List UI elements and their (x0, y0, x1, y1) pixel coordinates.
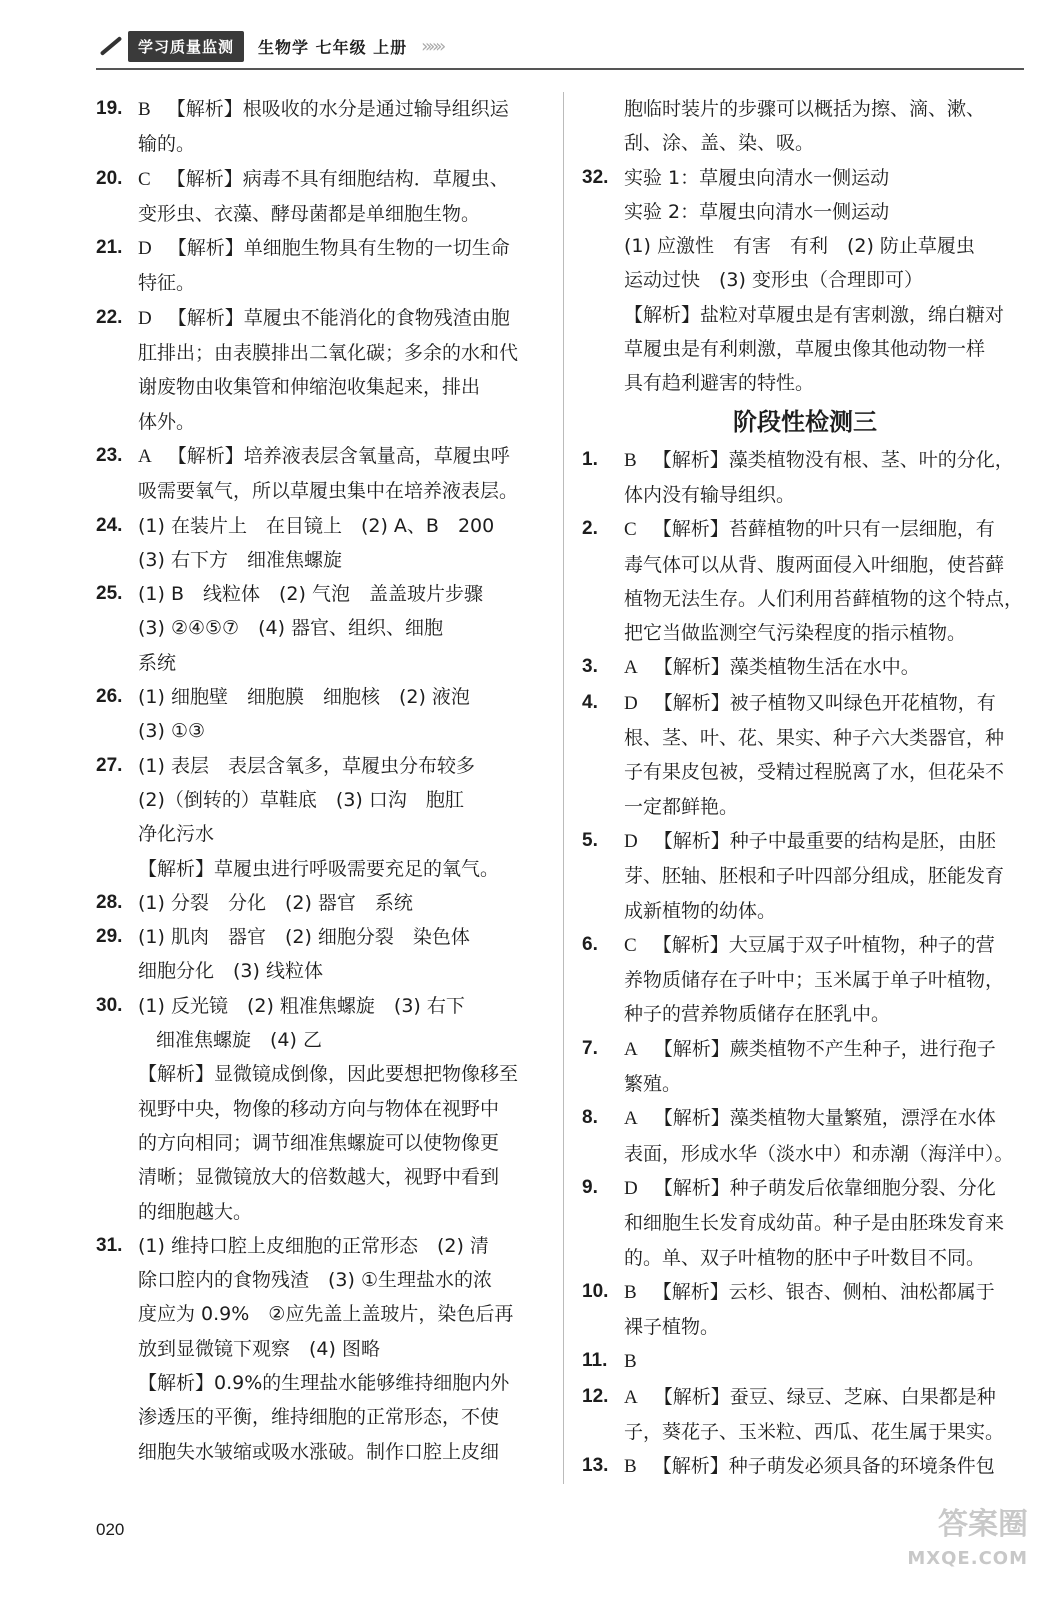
answer-item (96, 989, 544, 1023)
answer-text: 【解析】苔藓植物的叶只有一层细胞，有 (652, 518, 995, 541)
answer-choice: B (624, 1351, 637, 1373)
answer-item (96, 577, 544, 611)
continuation-line: 成新植物的幼体。 (624, 899, 777, 922)
question-number: 26. (96, 686, 123, 708)
continuation-line: 谢废物由收集管和伸缩泡收集起来，排出 (138, 376, 481, 399)
answer-item (582, 161, 1028, 195)
answer-text: 【解析】病毒不具有细胞结构．草履虫、 (166, 167, 509, 190)
continuation-line: 肛排出；由表膜排出二氧化碳；多余的水和代 (138, 342, 519, 365)
continuation-line: 度应为 0.9% ②应先盖上盖玻片，染色后再 (138, 1303, 514, 1326)
answer-text: 【解析】蚕豆、绿豆、芝麻、白果都是种 (653, 1385, 996, 1408)
continuation-line: 的方向相同；调节细准焦螺旋可以使物像更 (138, 1131, 500, 1154)
question-number: 21. (96, 237, 123, 259)
continuation-line: 细胞失水皱缩或吸水涨破。制作口腔上皮细 (138, 1440, 500, 1463)
answer-item (96, 509, 544, 543)
answer-text: 【解析】被子植物又叫绿色开花植物，有 (653, 691, 996, 714)
continuation-line: 变形虫、衣藻、酵母菌都是单细胞生物。 (138, 202, 481, 225)
question-number: 25. (96, 583, 123, 605)
answer-item (582, 928, 1028, 963)
answer-body (624, 686, 1028, 721)
page-number: 020 (96, 1520, 125, 1539)
continuation-line: (3) ①③ (138, 720, 206, 743)
question-number: 19. (96, 98, 123, 119)
answer-item (96, 301, 544, 336)
continuation-line: 胞临时装片的步骤可以概括为擦、滴、漱、 (624, 98, 986, 120)
continuation-line: 毒气体可以从背、腹两面侵入叶细胞，使苔藓 (624, 553, 1005, 576)
answer-choice: C (138, 168, 151, 190)
answer-item (96, 920, 544, 954)
question-number: 9. (582, 1176, 598, 1198)
section-title: 阶段性检测三 (733, 407, 877, 436)
continuation-line: 种子的营养物质储存在胚乳中。 (624, 1003, 891, 1026)
left-column (96, 92, 544, 1469)
continuation-line: 体内没有输导组织。 (624, 483, 796, 506)
continuation-line: (1) 应激性 有害 有利 (2) 防止草履虫 (624, 235, 975, 258)
question-number: 29. (96, 926, 123, 948)
answer-body (624, 1032, 1028, 1067)
answer-body (624, 1344, 1028, 1379)
question-number: 13. (582, 1455, 609, 1477)
answer-item (582, 650, 1028, 685)
continuation-line: 繁殖。 (624, 1073, 682, 1096)
answer-choice: C (624, 934, 637, 956)
answer-choice: A (624, 1386, 638, 1408)
continuation-line: 渗透压的平衡，维持细胞的正常形态，不使 (138, 1406, 500, 1429)
answer-item (582, 1032, 1028, 1067)
answer-choice: B (624, 1281, 637, 1303)
answer-body (624, 443, 1028, 478)
answer-item (582, 1101, 1028, 1136)
answer-item (582, 443, 1028, 478)
continuation-line: 特征。 (138, 272, 196, 295)
answer-body (138, 577, 544, 611)
answer-choice: A (624, 1038, 638, 1060)
question-number: 28. (96, 891, 123, 913)
answer-choice: D (624, 830, 638, 852)
answer-text: 实验 1：草履虫向清水一侧运动 (624, 166, 890, 189)
answer-text: (1) 在装片上 在目镜上 (2) A、B 200 (138, 514, 495, 537)
answer-body (138, 162, 544, 197)
answer-item (582, 1449, 1028, 1484)
answer-body (138, 509, 544, 543)
answer-choice: D (138, 238, 152, 260)
answer-text: 【解析】根吸收的水分是通过输导组织运 (166, 98, 509, 120)
continuation-line: 运动过快 (3) 变形虫（合理即可） (624, 269, 923, 292)
continuation-line: 子有果皮包被，受精过程脱离了水，但花朵不 (624, 761, 1005, 784)
answer-text: 【解析】种子中最重要的结构是胚，由胚 (653, 829, 996, 852)
question-number: 4. (582, 691, 598, 713)
question-number: 32. (582, 166, 609, 188)
continuation-line: 放到显微镜下观察 (4) 图略 (138, 1337, 380, 1360)
question-number: 27. (96, 754, 123, 776)
answer-item (582, 686, 1028, 721)
answer-text: (1) 反光镜 (2) 粗准焦螺旋 (3) 右下 (138, 994, 465, 1017)
answer-body (138, 680, 544, 714)
continuation-line: 细胞分化 (3) 线粒体 (138, 960, 323, 983)
question-number: 23. (96, 444, 123, 466)
continuation-line: 根、茎、叶、花、果实、种子六大类器官，种 (624, 727, 1005, 750)
continuation-line: 芽、胚轴、胚根和子叶四部分组成，胚能发育 (624, 865, 1005, 888)
answer-body (624, 928, 1028, 963)
question-number: 31. (96, 1234, 123, 1256)
answer-text: 【解析】大豆属于双子叶植物，种子的营 (652, 933, 995, 956)
header-rule (96, 68, 1024, 70)
continuation-line: (3) ②④⑤⑦ (4) 器官、组织、细胞 (138, 617, 444, 640)
answer-item (96, 231, 544, 266)
column-divider (563, 92, 564, 1484)
continuation-line: (2)（倒转的）草鞋底 (3) 口沟 胞肛 (138, 788, 464, 811)
answer-text: 【解析】种子萌发必须具备的环境条件包 (652, 1455, 995, 1478)
answer-body (138, 231, 544, 266)
continuation-line: 养物质储存在子叶中；玉米属于单子叶植物， (624, 969, 1005, 992)
answer-choice: D (624, 1177, 638, 1199)
answer-body (624, 1449, 1028, 1484)
answer-text: (1) 维持口腔上皮细胞的正常形态 (2) 清 (138, 1234, 489, 1257)
answer-text: (1) 细胞壁 细胞膜 细胞核 (2) 液泡 (138, 686, 470, 709)
question-number: 5. (582, 829, 598, 851)
answer-text: 【解析】种子萌发后依靠细胞分裂、分化 (653, 1176, 996, 1199)
continuation-line: 【解析】盐粒对草履虫是有害刺激，绵白糖对 (624, 303, 1005, 326)
answer-item (96, 92, 544, 127)
answer-item (96, 1229, 544, 1263)
answer-body (138, 749, 544, 783)
answer-choice: B (138, 99, 151, 120)
answer-body (624, 1101, 1028, 1136)
continuation-line: 具有趋利避害的特性。 (624, 372, 815, 395)
answer-item (96, 162, 544, 197)
continuation-line: 把它当做监测空气污染程度的指示植物。 (624, 622, 967, 645)
answer-text: (1) 肌肉 器官 (2) 细胞分裂 染色体 (138, 926, 470, 949)
answer-text: (1) 分裂 分化 (2) 器官 系统 (138, 891, 413, 914)
continuation-line: 和细胞生长发育成幼苗。种子是由胚珠发育来 (624, 1212, 1005, 1235)
continuation-line: 体外。 (138, 410, 196, 433)
answer-item (96, 749, 544, 783)
answer-body (624, 824, 1028, 859)
answer-choice: B (624, 449, 637, 471)
pen-icon (96, 33, 122, 59)
answer-text: (1) B 线粒体 (2) 气泡 盖盖玻片步骤 (138, 583, 483, 606)
answer-body (138, 301, 544, 336)
answer-text: 【解析】藻类植物没有根、茎、叶的分化， (652, 448, 1014, 471)
continuation-line: 草履虫是有利刺激，草履虫像其他动物一样 (624, 338, 986, 361)
answer-item (96, 439, 544, 474)
answer-body (624, 650, 1028, 685)
answer-body (138, 920, 544, 954)
question-number: 7. (582, 1037, 598, 1059)
watermark-bottom: MXQE.COM (907, 1548, 1028, 1569)
answer-body (138, 92, 544, 127)
answer-body (624, 1275, 1028, 1310)
answer-item (582, 824, 1028, 859)
question-number: 1. (582, 448, 598, 470)
answer-choice: A (138, 445, 152, 467)
answer-body (624, 512, 1028, 547)
continuation-line: 表面，形成水华（淡水中）和赤潮（海洋中）。 (624, 1142, 1014, 1165)
answer-body (624, 1171, 1028, 1206)
answer-choice: B (624, 1456, 637, 1478)
answer-body (624, 1380, 1028, 1415)
chevron-decoration-icon: »»» (421, 35, 443, 57)
answer-body (138, 1229, 544, 1263)
subject-label: 生物学 七年级 上册 (258, 37, 408, 57)
series-tag: 学习质量监测 (128, 31, 244, 62)
question-number: 11. (582, 1350, 608, 1372)
question-number: 2. (582, 518, 598, 540)
answer-item (96, 886, 544, 920)
question-number: 10. (582, 1280, 609, 1302)
answer-choice: A (624, 1108, 638, 1130)
answer-choice: C (624, 519, 637, 541)
answer-choice: D (138, 307, 152, 329)
continuation-line: 细准焦螺旋 (4) 乙 (156, 1029, 322, 1052)
continuation-line: 【解析】草履虫进行呼吸需要充足的氧气。 (138, 857, 500, 880)
continuation-line: 一定都鲜艳。 (624, 795, 739, 818)
answer-item (582, 1171, 1028, 1206)
continuation-line: 的。单、双子叶植物的胚中子叶数目不同。 (624, 1246, 986, 1269)
question-number: 3. (582, 656, 598, 678)
answer-body (138, 439, 544, 474)
continuation-line: 的细胞越大。 (138, 1200, 253, 1223)
continuation-line: 植物无法生存。人们利用苔藓植物的这个特点， (624, 587, 1024, 610)
question-number: 12. (582, 1385, 609, 1407)
continuation-line: 输的。 (138, 133, 196, 156)
continuation-line: 除口腔内的食物残渣 (3) ①生理盐水的浓 (138, 1269, 492, 1292)
answer-item (96, 680, 544, 714)
continuation-line: 视野中央，物像的移动方向与物体在视野中 (138, 1097, 500, 1120)
answer-body (138, 989, 544, 1023)
answer-text: 【解析】培养液表层含氧量高，草履虫呼 (167, 444, 510, 467)
answer-item (582, 1380, 1028, 1415)
question-number: 24. (96, 514, 123, 536)
continuation-line: 系统 (138, 651, 177, 674)
answer-text: (1) 表层 表层含氧多，草履虫分布较多 (138, 754, 475, 777)
answer-item (582, 512, 1028, 547)
answer-choice: D (624, 692, 638, 714)
question-number: 20. (96, 167, 123, 189)
question-number: 8. (582, 1107, 598, 1129)
answer-text: 【解析】云杉、银杏、侧柏、油松都属于 (652, 1280, 995, 1303)
question-number: 6. (582, 933, 598, 955)
continuation-line: 裸子植物。 (624, 1316, 720, 1339)
page-header (96, 28, 442, 64)
answer-text: 【解析】藻类植物大量繁殖，漂浮在水体 (653, 1107, 996, 1130)
watermark-top: 答案圈 (938, 1507, 1028, 1542)
continuation-line: 【解析】0.9%的生理盐水能够维持细胞内外 (138, 1371, 510, 1394)
continuation-line: 实验 2：草履虫向清水一侧运动 (624, 200, 890, 223)
watermark-logo (907, 1508, 1028, 1576)
answer-text: 【解析】藻类植物生活在水中。 (653, 656, 920, 679)
continuation-line: 净化污水 (138, 823, 215, 846)
continuation-line: 【解析】显微镜成倒像，因此要想把物像移至 (138, 1063, 519, 1086)
answer-body (624, 161, 1028, 195)
continuation-line: 吸需要氧气，所以草履虫集中在培养液表层。 (138, 480, 519, 503)
question-number: 30. (96, 994, 123, 1016)
continuation-line: 刮、涂、盖、染、吸。 (624, 132, 815, 155)
answer-choice: A (624, 657, 638, 679)
continuation-line: (3) 右下方 细准焦螺旋 (138, 548, 342, 571)
answer-text: 【解析】蕨类植物不产生种子，进行孢子 (653, 1037, 996, 1060)
question-number: 22. (96, 306, 123, 328)
continuation-line: 子，葵花子、玉米粒、西瓜、花生属于果实。 (624, 1420, 1005, 1443)
answer-text: 【解析】草履虫不能消化的食物残渣由胞 (167, 306, 510, 329)
answer-body (138, 886, 544, 920)
answer-item (582, 1344, 1028, 1379)
right-column (582, 92, 1028, 1485)
continuation-line: 清晰；显微镜放大的倍数越大，视野中看到 (138, 1166, 500, 1189)
answer-item (582, 1275, 1028, 1310)
answer-text: 【解析】单细胞生物具有生物的一切生命 (167, 237, 510, 260)
